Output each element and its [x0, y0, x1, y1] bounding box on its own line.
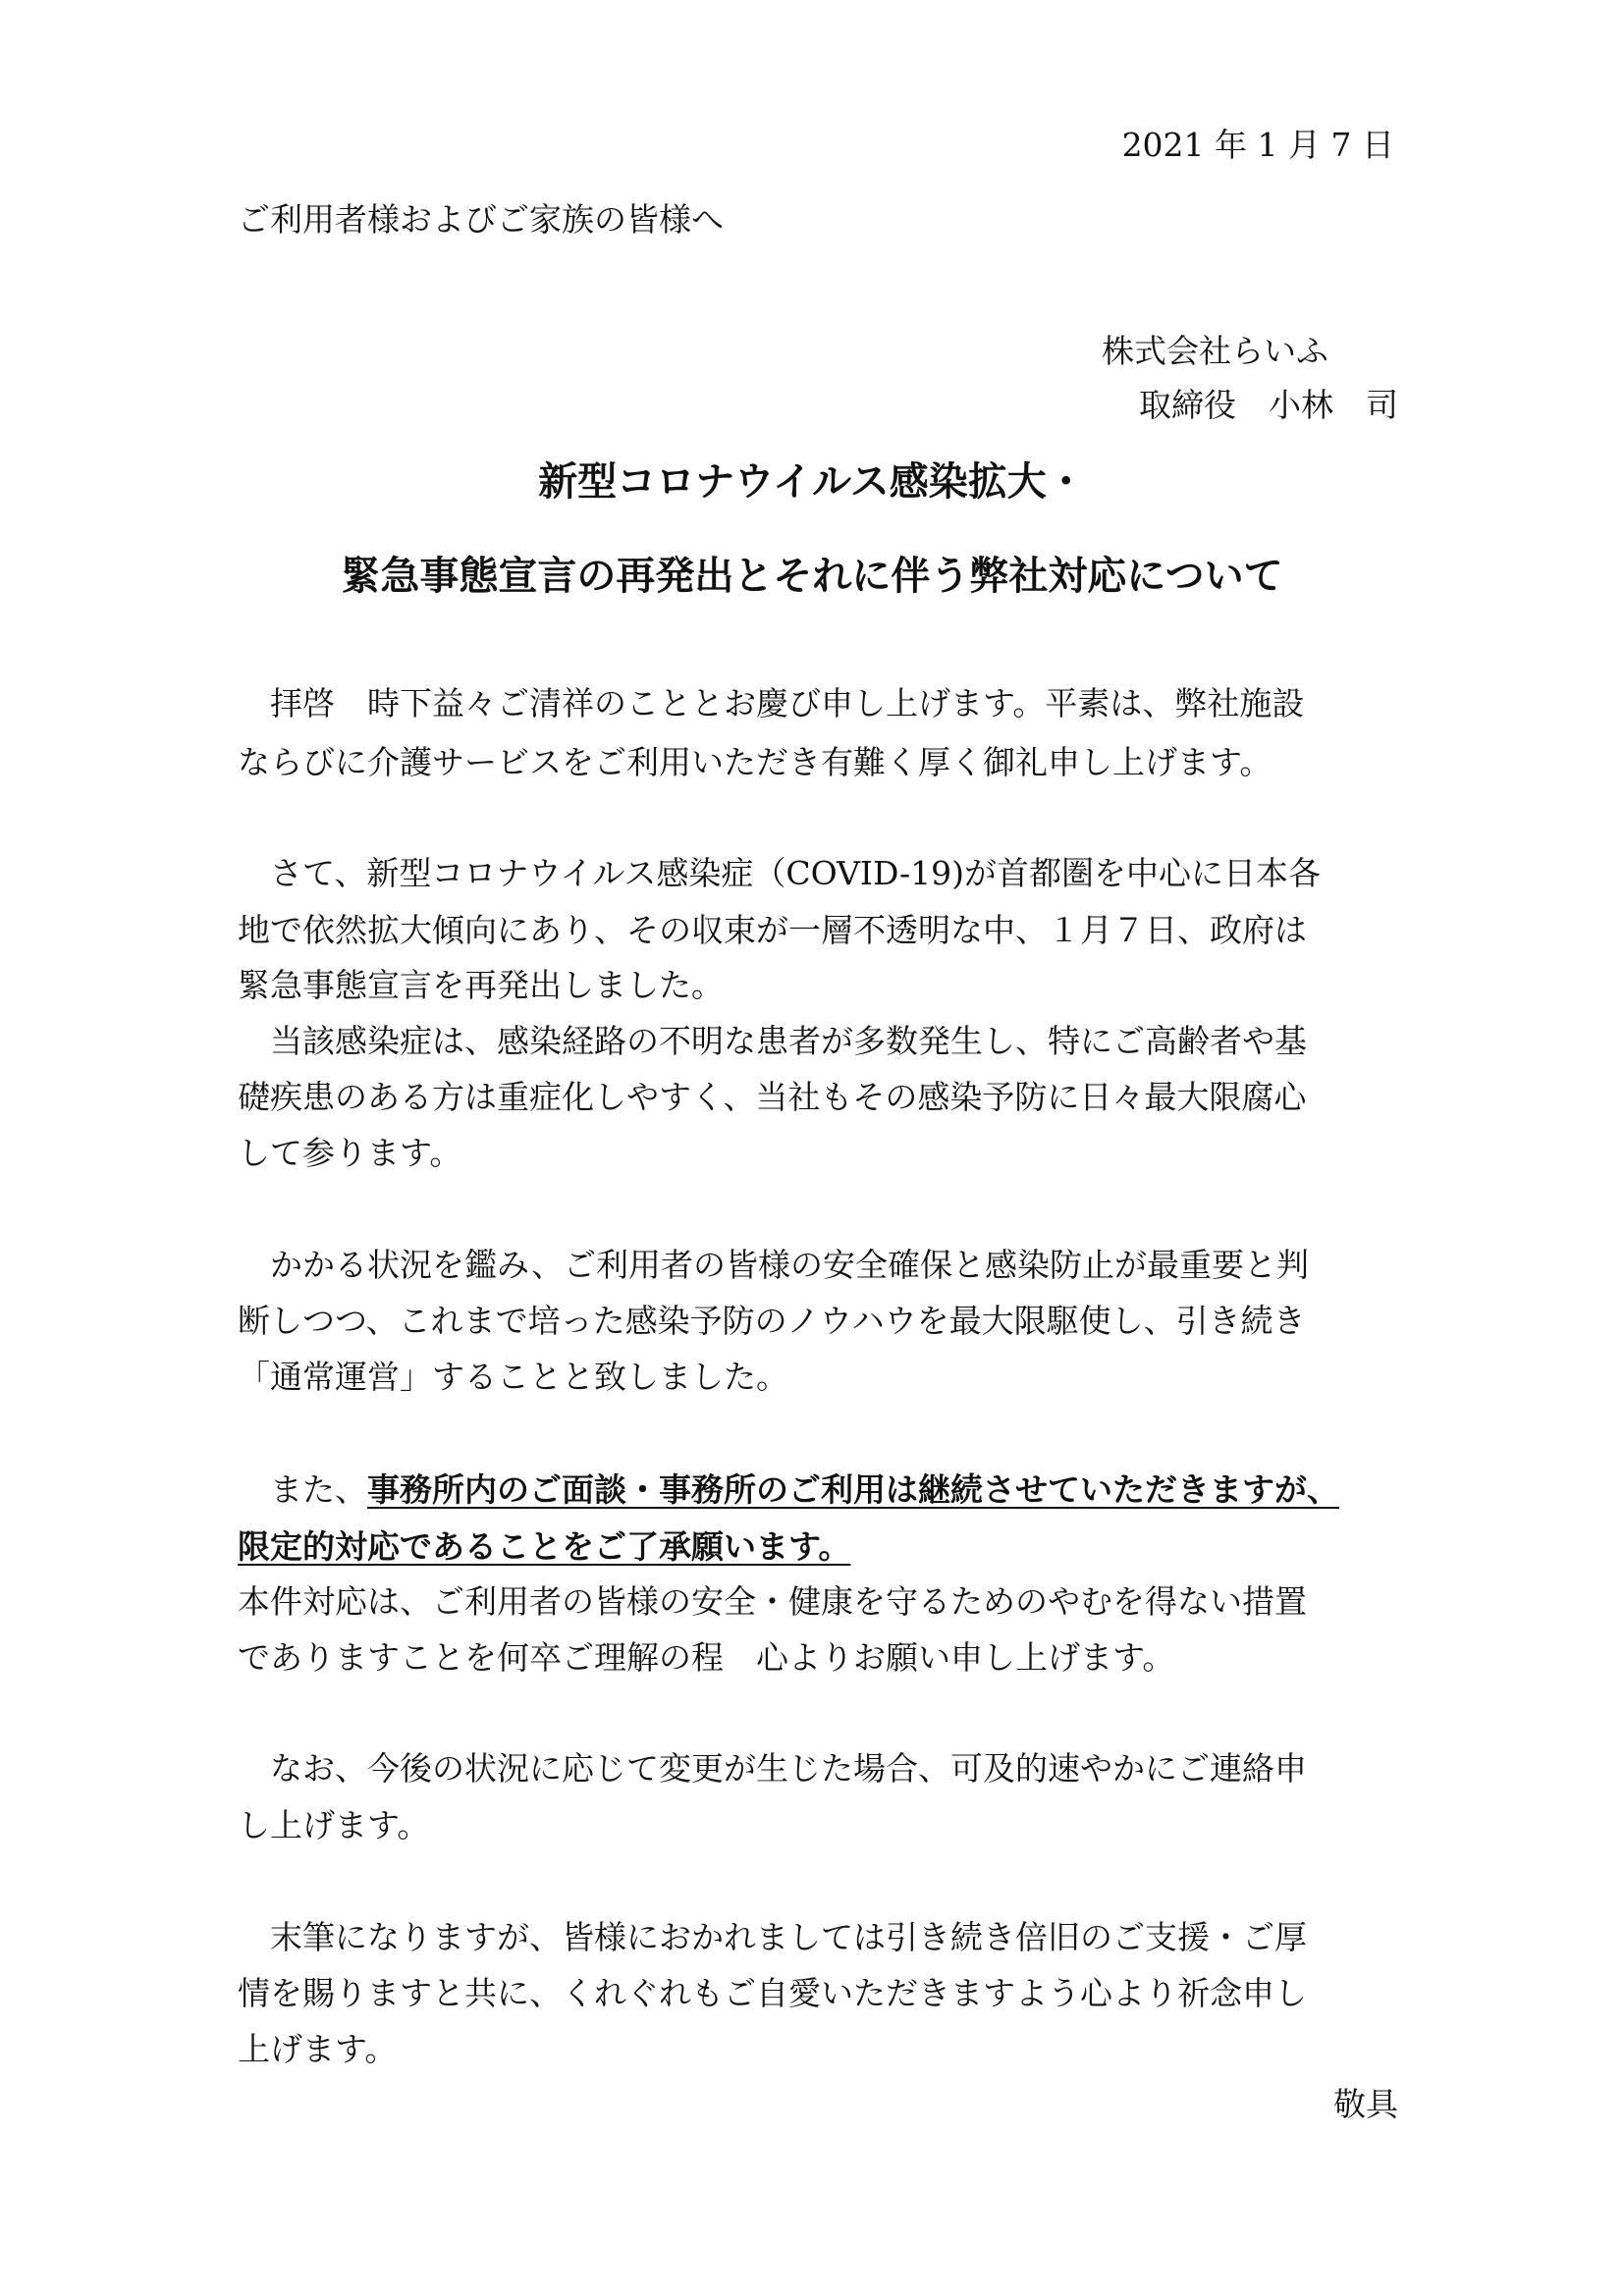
decision-line-3: 「通常運営」することと致しました。: [238, 1358, 788, 1396]
addressee: ご利用者様およびご家族の皆様へ: [238, 200, 724, 239]
office-notice-line-1: [270, 1470, 1339, 1510]
sender-representative: 取締役 小林 司: [1139, 386, 1398, 424]
closing-line-2: 情を賜りますと共に、くれぐれもご自愛いただきますよう心より祈念申し: [238, 1974, 1307, 2012]
closing-word: 敬具: [1333, 2085, 1398, 2123]
office-notice-line-2: [238, 1527, 850, 1567]
greeting-line-1: 拝啓 時下益々ご清祥のこととお慶び申し上げます。平素は、弊社施設: [270, 684, 1305, 722]
office-notice-emphasis-2: 限定的対応であることをご了承願います。: [238, 1527, 851, 1566]
title-line-2: 緊急事態宣言の再発出とそれに伴う弊社対応について: [341, 554, 1283, 599]
situation-line-3: 緊急事態宣言を再発出しました。: [238, 966, 724, 1004]
situation-line-1: さて、新型コロナウイルス感染症（COVID-19)が首都圏を中心に日本各: [270, 854, 1322, 892]
infection-line-3: して参ります。: [238, 1134, 462, 1172]
future-line-2: し上げます。: [238, 1806, 430, 1844]
future-line-1: なお、今後の状況に応じて変更が生じた場合、可及的速やかにご連絡申: [270, 1749, 1307, 1788]
decision-line-1: かかる状況を鑑み、ご利用者の皆様の安全確保と感染防止が最重要と判: [270, 1246, 1309, 1284]
situation-line-2: 地で依然拡大傾向にあり、その収束が一層不透明な中、１月７日、政府は: [238, 911, 1307, 949]
closing-line-3: 上げます。: [238, 2030, 398, 2068]
office-notice-prefix: また、: [270, 1470, 367, 1509]
letter-date: 2021 年 1 月 7 日: [1121, 126, 1394, 164]
sender-company: 株式会社らいふ: [1102, 332, 1328, 370]
office-notice-emphasis-1: 事務所内のご面談・事務所のご利用は継続させていただきますが、: [367, 1470, 1339, 1509]
closing-line-1: 末筆になりますが、皆様におかれましては引き続き倍旧のご支援・ご厚: [270, 1918, 1307, 1956]
greeting-line-2: ならびに介護サービスをご利用いただき有難く厚く御礼申し上げます。: [238, 743, 1272, 781]
infection-line-2: 礎疾患のある方は重症化しやすく、当社もその感染予防に日々最大限腐心: [238, 1078, 1307, 1116]
measure-line-2: でありますことを何卒ご理解の程 心よりお願い申し上げます。: [238, 1638, 1175, 1677]
title-line-1: 新型コロナウイルス感染拡大・: [538, 459, 1086, 505]
infection-line-1: 当該感染症は、感染経路の不明な患者が多数発生し、特にご高齢者や基: [270, 1022, 1307, 1060]
measure-line-1: 本件対応は、ご利用者の皆様の安全・健康を守るためのやむを得ない措置: [238, 1582, 1307, 1621]
decision-line-2: 断しつつ、これまで培った感染予防のノウハウを最大限駆使し、引き続き: [238, 1302, 1306, 1340]
